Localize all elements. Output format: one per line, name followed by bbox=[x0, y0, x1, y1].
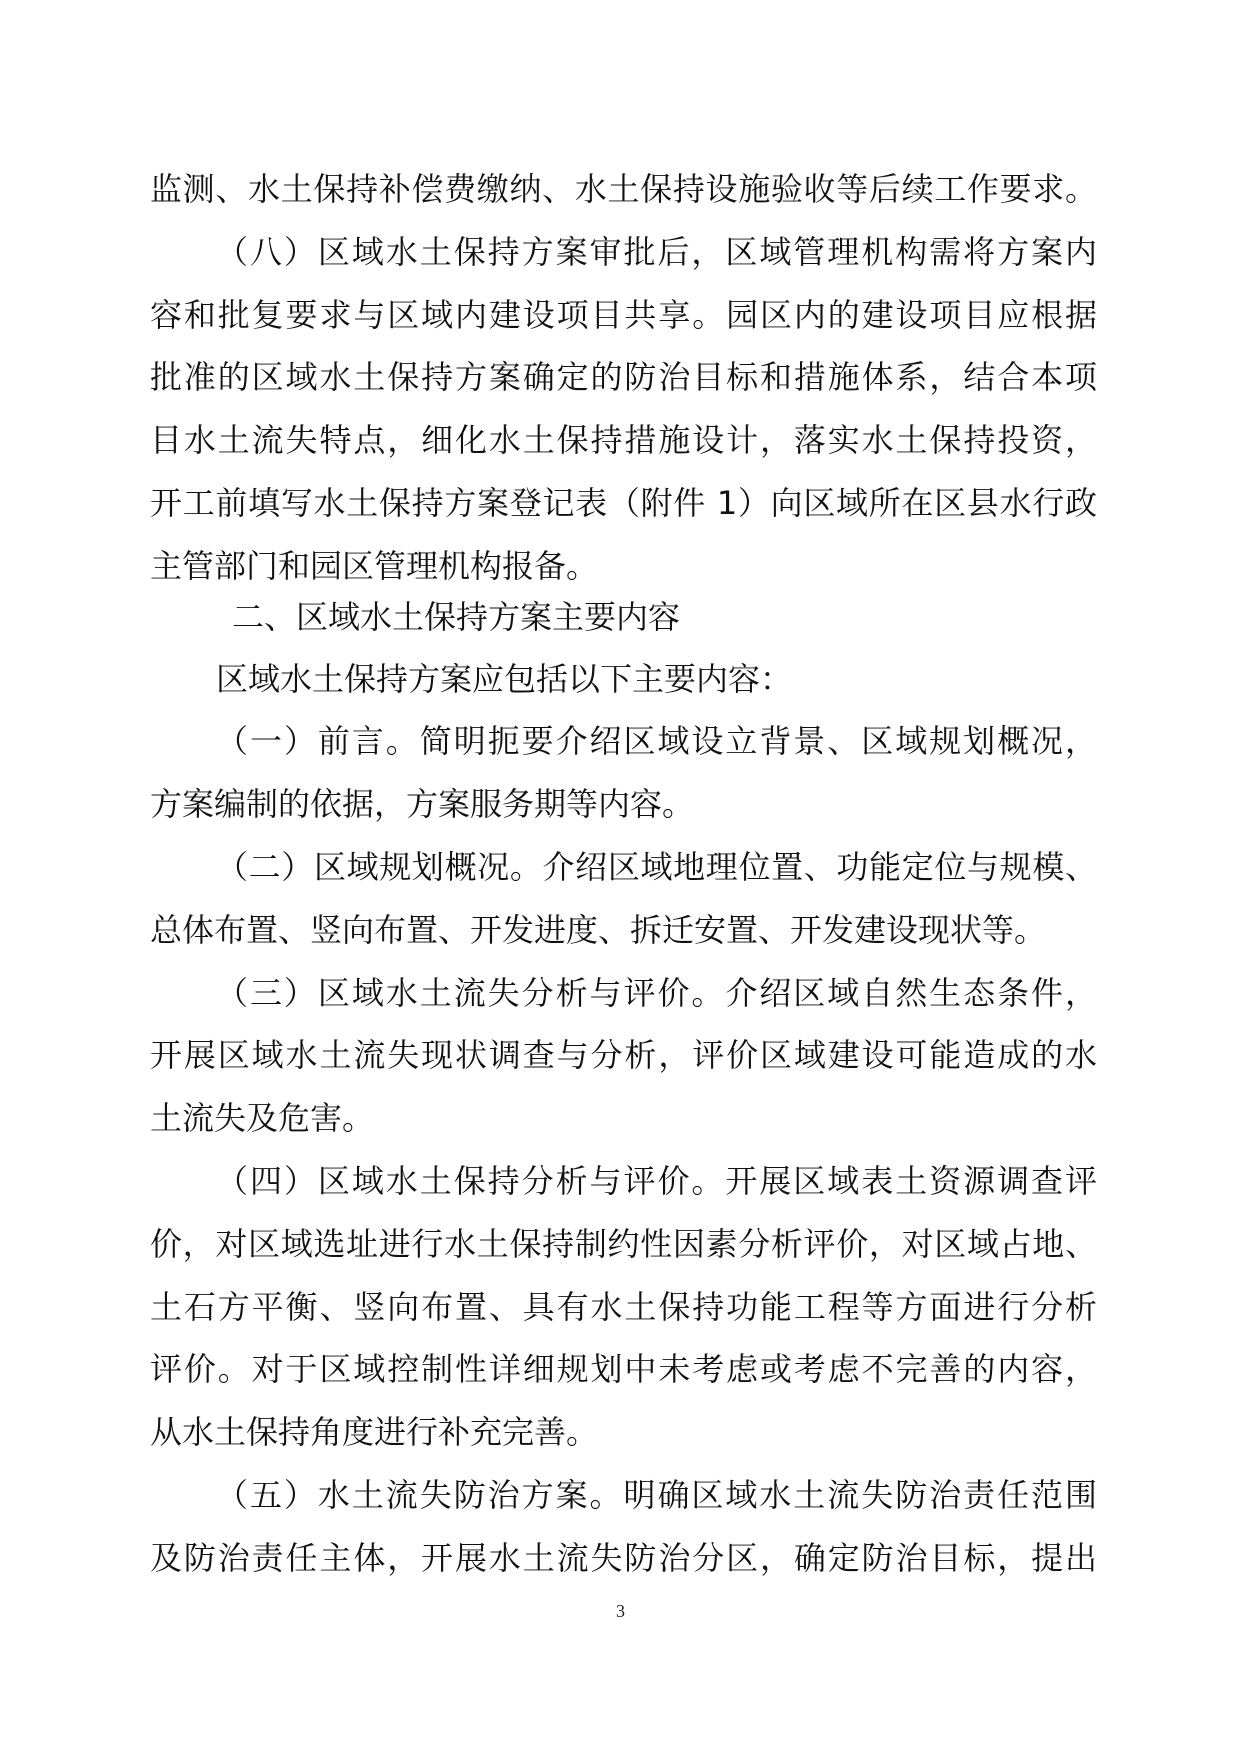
continued-paragraph bbox=[150, 158, 1097, 221]
text-line: 批准的区域水土保持方案确定的防治目标和措施体系，结合本项 bbox=[150, 358, 1097, 397]
paragraph-item-5 bbox=[150, 1464, 1097, 1590]
text-line: （四）区域水土保持分析与评价。开展区域表土资源调查评 bbox=[216, 1161, 1097, 1200]
text-line: 监测、水土保持补偿费缴纳、水土保持设施验收等后续工作要求。 bbox=[150, 170, 1097, 208]
section-intro: 区域水土保持方案应包括以下主要内容： bbox=[216, 659, 793, 698]
text-line: 主管部门和园区管理机构报备。 bbox=[150, 546, 599, 585]
paragraph-item-2 bbox=[150, 836, 1097, 962]
text-line: 方案编制的依据，方案服务期等内容。 bbox=[150, 785, 695, 824]
text-line: 土石方平衡、竖向布置、具有水土保持功能工程等方面进行分析 bbox=[150, 1287, 1097, 1326]
text-line: （八）区域水土保持方案审批后，区域管理机构需将方案内 bbox=[216, 232, 1097, 271]
text-line: （一）前言。简明扼要介绍区域设立背景、区域规划概况， bbox=[216, 722, 1097, 761]
paragraph-item-1 bbox=[150, 710, 1097, 836]
section-heading: 二、区域水土保持方案主要内容 bbox=[232, 597, 681, 636]
text-line: （五）水土流失防治方案。明确区域水土流失防治责任范围 bbox=[216, 1475, 1097, 1514]
text-line: 从水土保持角度进行补充完善。 bbox=[150, 1413, 599, 1452]
text-line: （三）区域水土流失分析与评价。介绍区域自然生态条件， bbox=[216, 973, 1097, 1012]
text-line: 总体布置、竖向布置、开发进度、拆迁安置、开发建设现状等。 bbox=[150, 910, 1047, 949]
page-number: 3 bbox=[616, 1601, 625, 1621]
paragraph-item-4 bbox=[150, 1150, 1097, 1464]
text-line: 开工前填写水土保持方案登记表（附件 1）向区域所在区县水行政 bbox=[150, 483, 1097, 522]
paragraph-item-8 bbox=[150, 221, 1097, 598]
text-line: 目水土流失特点，细化水土保持措施设计，落实水土保持投资， bbox=[150, 421, 1097, 460]
body-text bbox=[150, 158, 1097, 1590]
text-line: 及防治责任主体，开展水土流失防治分区，确定防治目标，提出 bbox=[150, 1538, 1097, 1577]
text-line: 评价。对于区域控制性详细规划中未考虑或考虑不完善的内容， bbox=[150, 1350, 1097, 1389]
paragraph-item-3 bbox=[150, 962, 1097, 1150]
text-line: 土流失及危害。 bbox=[150, 1099, 375, 1138]
text-line: （二）区域规划概况。介绍区域地理位置、功能定位与规模、 bbox=[216, 847, 1097, 886]
text-line: 价，对区域选址进行水土保持制约性因素分析评价，对区域占地、 bbox=[150, 1224, 1097, 1263]
text-line: 开展区域水土流失现状调查与分析，评价区域建设可能造成的水 bbox=[150, 1036, 1097, 1075]
text-line: 容和批复要求与区域内建设项目共享。园区内的建设项目应根据 bbox=[150, 295, 1097, 334]
